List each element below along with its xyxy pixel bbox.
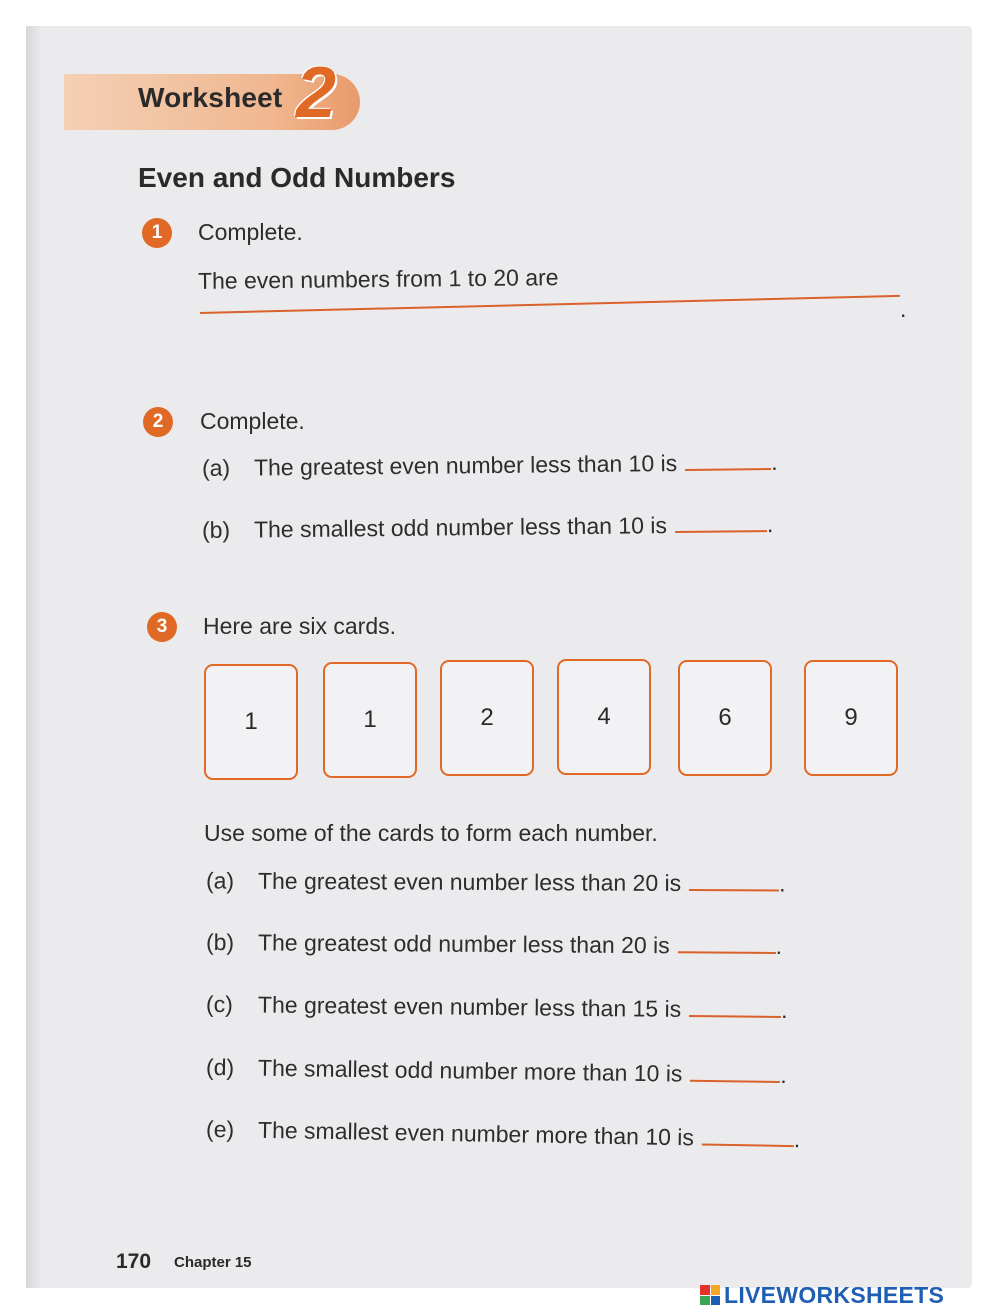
chapter-label: Chapter 15 [174, 1254, 252, 1271]
q2-part-a-period: . [771, 448, 778, 476]
q3-part-c-answer[interactable] [689, 1013, 781, 1018]
q3-part-d-period: . [780, 1061, 787, 1089]
q3-part-d-answer[interactable] [690, 1078, 780, 1083]
page-title: Even and Odd Numbers [138, 162, 456, 193]
worksheet-page [26, 26, 972, 1288]
number-card: 4 [557, 659, 651, 775]
q3-part-a [206, 867, 786, 897]
q3-part-c-label: (c) [205, 990, 233, 1018]
number-card: 1 [323, 662, 417, 778]
number-card: 6 [678, 660, 772, 776]
worksheet-label: Worksheet [138, 82, 283, 113]
liveworksheets-logo-icon [700, 1285, 720, 1305]
q3-part-a-answer[interactable] [689, 887, 779, 891]
question-number-2: 2 [143, 407, 173, 437]
liveworksheets-watermark [700, 1282, 944, 1308]
number-card: 2 [440, 660, 534, 776]
q3-part-a-text: The greatest even number less than 20 is [257, 867, 682, 896]
q3-part-c-period: . [781, 996, 788, 1024]
q3-instruction: Here are six cards. [203, 613, 397, 639]
page-number: 170 [116, 1250, 152, 1273]
q3-part-b-answer[interactable] [678, 949, 776, 954]
number-card: 9 [804, 660, 898, 776]
question-number-3: 3 [147, 612, 177, 642]
q2-part-a-label: (a) [201, 454, 231, 482]
q3-part-b-text: The greatest odd number less than 20 is [257, 929, 670, 959]
q1-period: . [900, 296, 907, 322]
q2-part-b-answer[interactable] [675, 528, 767, 533]
q3-prompt: Use some of the cards to form each number. [204, 820, 658, 846]
q3-part-c-text: The greatest even number less than 15 is [257, 991, 682, 1022]
page-edge [26, 26, 40, 1288]
q2-part-b-period: . [766, 511, 774, 538]
q3-part-a-period: . [779, 870, 786, 897]
watermark-text: LIVEWORKSHEETS [724, 1281, 945, 1308]
q2-part-b-label: (b) [201, 516, 231, 543]
q3-part-a-label: (a) [205, 867, 235, 894]
q1-text: The even numbers from 1 to 20 are [197, 264, 559, 294]
q3-part-e-period: . [793, 1126, 801, 1153]
q3-part-b-label: (b) [205, 928, 235, 956]
q3-part-b [206, 929, 782, 960]
q3-part-d-text: The smallest odd number more than 10 is [257, 1054, 683, 1087]
q2-part-a-text: The greatest even number less than 10 is [253, 450, 678, 481]
q3-part-e-answer[interactable] [702, 1141, 794, 1147]
question-number-1: 1 [142, 218, 172, 248]
q3-part-b-period: . [775, 932, 783, 960]
worksheet-number: 2 [296, 53, 337, 133]
q1-instruction: Complete. [198, 219, 303, 245]
q3-part-d-label: (d) [205, 1053, 235, 1081]
q2-part-b-text: The smallest odd number less than 10 is [253, 512, 668, 543]
q3-part-e-label: (e) [205, 1115, 235, 1143]
q2-instruction: Complete. [200, 408, 305, 434]
q3-part-e-text: The smallest even number more than 10 is [257, 1116, 695, 1151]
number-card: 1 [204, 664, 298, 780]
q2-part-a-answer[interactable] [685, 466, 771, 471]
